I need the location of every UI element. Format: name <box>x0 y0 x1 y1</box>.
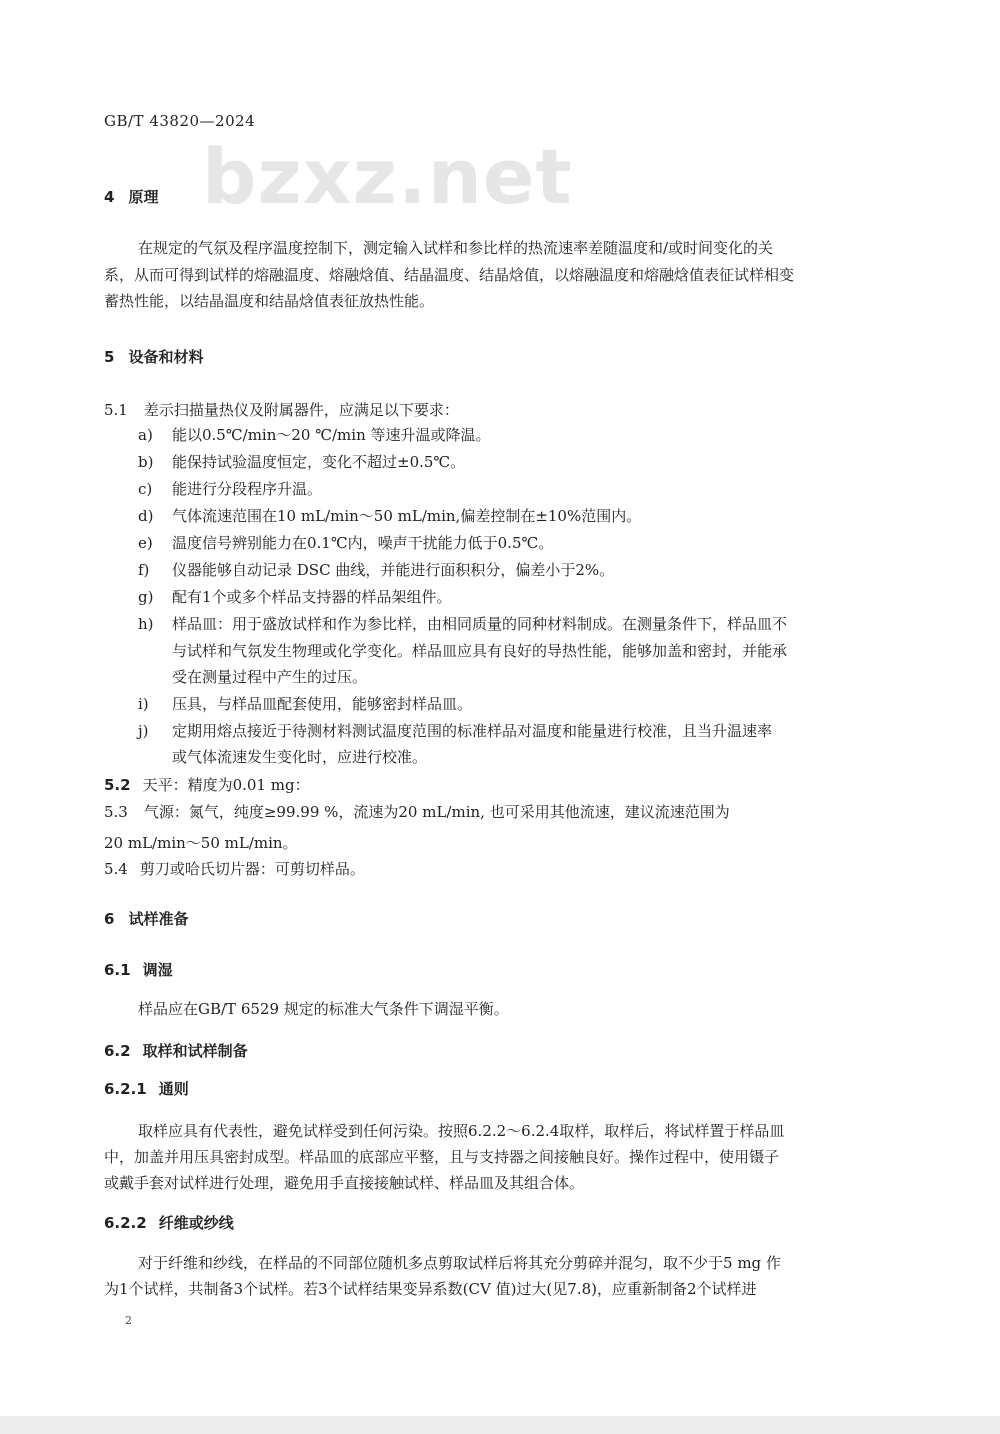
subsection-title: 调湿 <box>142 961 173 979</box>
list-text: 压具，与样品皿配套使用，能够密封样品皿。 <box>172 695 473 713</box>
list-letter: i) <box>138 695 149 713</box>
list-text-continuation: 受在测量过程中产生的过压。 <box>172 668 368 686</box>
paragraph-line: 蓄热性能，以结晶温度和结晶焓值表征放热性能。 <box>104 292 435 310</box>
subsection-number: 6.2.1 <box>104 1080 147 1098</box>
paragraph-line: 系，从而可得到试样的熔融温度、熔融焓值、结晶温度、结晶焓值，以熔融温度和熔融焓值表征试样相变 <box>104 266 795 284</box>
list-letter: f) <box>138 561 150 579</box>
clause-number: 5.1 <box>104 401 128 419</box>
subsection-6-1-heading <box>104 959 173 980</box>
subsection-6-2-2-heading <box>104 1212 234 1233</box>
section-4-heading <box>104 186 158 207</box>
clause-number: 5.2 <box>104 776 131 794</box>
subsection-title: 通则 <box>158 1080 189 1098</box>
paragraph-line: 在规定的气氛及程序温度控制下，测定输入试样和参比样的热流速率差随温度和/或时间变化的关 <box>138 239 774 257</box>
paragraph-line: 取样应具有代表性，避免试样受到任何污染。按照6.2.2～6.2.4取样，取样后，将试样置于样品皿 <box>138 1122 785 1140</box>
list-text: 样品皿：用于盛放试样和作为参比样，由相同质量的同种材料制成。在测量条件下，样品皿不 <box>172 615 788 633</box>
subsection-title: 纤维或纱线 <box>158 1214 234 1232</box>
subsection-6-2-1-heading <box>104 1078 189 1099</box>
section-number: 6 <box>104 910 115 928</box>
subsection-number: 6.2 <box>104 1042 131 1060</box>
clause-5-2 <box>104 772 310 798</box>
clause-5-4 <box>104 856 365 882</box>
list-text: 温度信号辨别能力在0.1℃内，噪声干扰能力低于0.5℃。 <box>172 534 554 552</box>
section-6-heading <box>104 908 188 929</box>
list-text-continuation: 与试样和气氛发生物理或化学变化。样品皿应具有良好的导热性能，能够加盖和密封，并能承 <box>172 642 788 660</box>
section-title: 试样准备 <box>128 910 189 928</box>
list-text: 配有1个或多个样品支持器的样品架组件。 <box>172 588 452 606</box>
list-letter: j) <box>138 722 149 740</box>
clause-text: 剪刀或哈氏切片器：可剪切样品。 <box>139 860 365 878</box>
clause-continuation: 20 mL/min～50 mL/min。 <box>104 834 298 852</box>
clause-5-1 <box>104 397 459 423</box>
paragraph-line: 样品应在GB/T 6529 规定的标准大气条件下调湿平衡。 <box>138 1000 509 1018</box>
page-number: 2 <box>125 1314 132 1327</box>
paragraph-line: 对于纤维和纱线，在样品的不同部位随机多点剪取试样后将其充分剪碎并混匀，取不少于5 mg 作 <box>138 1254 781 1272</box>
subsection-title: 取样和试样制备 <box>142 1042 248 1060</box>
list-text: 能以0.5℃/min～20 ℃/min 等速升温或降温。 <box>172 426 491 444</box>
section-5-heading <box>104 346 203 367</box>
paragraph-line: 为1个试样，共制备3个试样。若3个试样结果变异系数(CV 值)过大(见7.8)，应重新制备2个试样进 <box>104 1280 757 1298</box>
list-item-f <box>138 559 614 580</box>
list-item-c <box>138 478 322 499</box>
list-letter: g) <box>138 588 154 606</box>
bottom-strip <box>0 1416 1000 1434</box>
list-item-i <box>138 693 472 714</box>
list-text: 能保持试验温度恒定，变化不超过±0.5℃。 <box>172 453 466 471</box>
clause-number: 5.4 <box>104 860 128 878</box>
list-item-a <box>138 424 491 445</box>
list-text: 仪器能够自动记录 DSC 曲线，并能进行面积积分，偏差小于2%。 <box>172 561 615 579</box>
list-item-j <box>138 720 772 741</box>
subsection-number: 6.2.2 <box>104 1214 147 1232</box>
watermark-logo: bzxz.net <box>202 132 573 221</box>
list-letter: b) <box>138 453 154 471</box>
clause-5-3 <box>104 799 730 825</box>
subsection-6-2-heading <box>104 1040 248 1061</box>
clause-text: 差示扫描量热仪及附属器件，应满足以下要求： <box>143 401 459 419</box>
list-item-h <box>138 613 787 634</box>
paragraph-line: 中，加盖并用压具密封成型。样品皿的底部应平整，且与支持器之间接触良好。操作过程中，使用镊子 <box>104 1148 780 1166</box>
list-letter: e) <box>138 534 153 552</box>
list-item-g <box>138 586 452 607</box>
list-item-d <box>138 505 641 526</box>
list-letter: d) <box>138 507 154 525</box>
subsection-number: 6.1 <box>104 961 131 979</box>
list-letter: c) <box>138 480 153 498</box>
list-text-continuation: 或气体流速发生变化时，应进行校准。 <box>172 748 428 766</box>
section-number: 4 <box>104 188 115 206</box>
paragraph-line: 或戴手套对试样进行处理，避免用手直接接触试样、样品皿及其组合体。 <box>104 1174 585 1192</box>
section-title: 原理 <box>128 188 159 206</box>
standard-code-header: GB/T 43820—2024 <box>104 112 256 130</box>
list-item-e <box>138 532 553 553</box>
section-number: 5 <box>104 348 115 366</box>
clause-text: 气源：氮气，纯度≥99.99 %，流速为20 mL/min, 也可采用其他流速，建议流速范围为 <box>143 803 730 821</box>
list-text: 气体流速范围在10 mL/min～50 mL/min,偏差控制在±10%范围内。 <box>172 507 642 525</box>
section-title: 设备和材料 <box>128 348 204 366</box>
clause-number: 5.3 <box>104 803 128 821</box>
list-letter: a) <box>138 426 153 444</box>
list-text: 定期用熔点接近于待测材料测试温度范围的标准样品对温度和能量进行校准，且当升温速率 <box>172 722 773 740</box>
clause-text: 天平：精度为0.01 mg： <box>142 776 310 794</box>
list-item-b <box>138 451 465 472</box>
list-letter: h) <box>138 615 154 633</box>
list-text: 能进行分段程序升温。 <box>172 480 323 498</box>
